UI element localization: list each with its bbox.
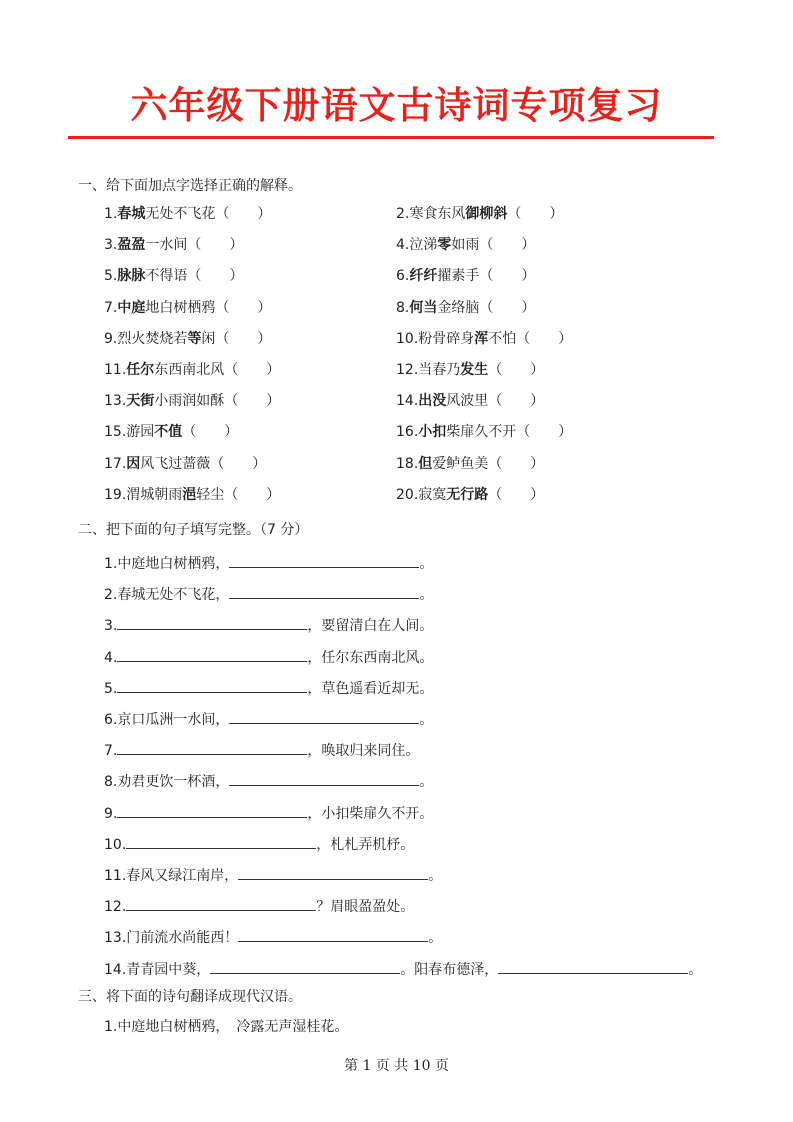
item-text: 7. [104, 743, 118, 760]
item-number: 17. [104, 455, 127, 472]
item-text: 擢素手（ ） [437, 268, 536, 285]
item-text: 当春乃 [418, 362, 461, 378]
item-text: 轻尘（ ） [196, 486, 281, 503]
dotted-word: 但 [418, 455, 433, 472]
fill-blank-item [104, 865, 442, 885]
fill-blank-item [104, 896, 414, 916]
dotted-word: 发生 [460, 362, 489, 378]
item-text: 14.青青园中葵， [104, 961, 211, 978]
dotted-word: 何当 [409, 299, 438, 316]
dotted-word: 脉脉 [117, 268, 146, 285]
item-text: ，唤取归来同住。 [307, 743, 420, 760]
explain-item [396, 361, 544, 379]
explain-item [396, 486, 544, 504]
answer-blank[interactable] [498, 959, 688, 974]
item-number: 19. [104, 486, 127, 503]
item-number: 7. [104, 299, 118, 316]
item-text: 不怕（ ） [488, 330, 573, 347]
explain-item [396, 236, 535, 254]
fill-blank-item [104, 584, 433, 604]
item-text: 10. [104, 836, 127, 853]
explain-item [396, 455, 544, 473]
explain-item [104, 330, 271, 348]
item-text: 风飞过蔷薇（ ） [140, 455, 267, 472]
item-number: 4. [396, 237, 410, 254]
answer-blank[interactable] [126, 834, 316, 849]
answer-blank[interactable] [117, 803, 307, 818]
fill-blank-item [104, 615, 433, 635]
fill-blank-item [104, 959, 702, 979]
page-title: 六年级下册语文古诗词专项复习 [130, 83, 663, 127]
answer-blank[interactable] [117, 740, 307, 755]
item-number: 13. [104, 393, 127, 410]
dotted-word: 因 [126, 455, 141, 472]
dotted-word: 小扣 [418, 424, 447, 441]
dotted-word: 任尔 [126, 362, 155, 378]
item-text: 闲（ ） [201, 330, 272, 347]
explain-item [104, 455, 266, 473]
item-text: ，任尔东西南北风。 [307, 649, 434, 666]
item-text: 12. [104, 899, 127, 916]
item-number: 20. [396, 486, 419, 503]
page-footer: 第 1 页 共 10 页 [344, 1058, 449, 1074]
item-text: 5. [104, 680, 118, 697]
item-text: 泣涕 [409, 237, 438, 254]
section1-heading: 一、给下面加点字选择正确的解释。 [78, 178, 302, 194]
dotted-word: 中庭 [117, 299, 146, 316]
item-number: 18. [396, 455, 419, 472]
item-text: 寂寞 [418, 486, 447, 503]
item-text: ，札札弄机杼。 [316, 836, 415, 853]
fill-blank-item [104, 927, 442, 947]
explain-item [104, 299, 271, 317]
answer-blank[interactable] [238, 927, 428, 942]
answer-blank[interactable] [229, 584, 419, 599]
item-text: （ ） [488, 362, 545, 378]
item-text: 4. [104, 649, 118, 666]
item-text: 烈火焚烧若 [117, 330, 188, 347]
item-number: 10. [396, 330, 419, 347]
answer-blank[interactable] [238, 865, 428, 880]
answer-blank[interactable] [117, 615, 307, 630]
item-number: 8. [396, 299, 410, 316]
item-text: 3. [104, 618, 118, 635]
item-number: 9. [104, 330, 118, 347]
item-number: 5. [104, 268, 118, 285]
item-text: 。 [428, 930, 443, 947]
item-text: ，草色遥看近却无。 [307, 680, 434, 697]
dotted-word: 天街 [126, 393, 155, 410]
dotted-word: 出没 [418, 393, 447, 410]
item-text: 11.春风又绿江南岸， [104, 868, 239, 884]
answer-blank[interactable] [229, 553, 419, 568]
item-number: 6. [396, 268, 410, 285]
fill-blank-item [104, 553, 433, 573]
explain-item [104, 392, 280, 410]
item-text: 13.门前流水尚能西！ [104, 930, 239, 947]
item-number: 11. [104, 362, 127, 378]
item-text: 6.京口瓜洲一水间， [104, 712, 230, 728]
item-text: 地白树栖鸦（ ） [145, 299, 272, 316]
item-text: 1.中庭地白树栖鸦， [104, 556, 230, 572]
item-text: （ ） [488, 486, 545, 503]
item-text: ，小扣柴扉久不开。 [307, 805, 434, 822]
item-text: 。 [419, 556, 434, 572]
dotted-word: 纤纤 [409, 268, 438, 285]
explain-item [396, 299, 535, 317]
item-text: 。阳春布德泽， [400, 961, 499, 978]
fill-blank-item [104, 834, 414, 854]
dotted-word: 浑 [474, 330, 489, 347]
answer-blank[interactable] [229, 771, 419, 786]
explain-item [104, 236, 243, 254]
item-text: （ ） [182, 424, 239, 441]
item-text: 无处不飞花（ ） [145, 206, 272, 222]
item-text: （ ） [507, 206, 564, 222]
item-text: 。 [428, 868, 443, 884]
item-text: ？眉眼盈盈处。 [316, 899, 415, 916]
section2-heading: 二、把下面的句子填写完整。（7 分） [78, 522, 309, 538]
dotted-word: 零 [437, 237, 452, 254]
dotted-word: 浥 [182, 486, 197, 503]
fill-blank-item [104, 771, 433, 791]
translation-item: 1.中庭地白树栖鸦， 冷露无声湿桂花。 [104, 1019, 349, 1035]
explain-item [104, 267, 243, 285]
explain-item [104, 361, 280, 379]
item-number: 3. [104, 237, 118, 254]
title-divider [68, 136, 714, 139]
explain-item [396, 205, 563, 223]
item-text: 金络脑（ ） [437, 299, 536, 316]
fill-blank-item [104, 647, 433, 667]
explain-item [396, 330, 572, 348]
item-text: 寒食东风 [409, 206, 466, 222]
item-number: 1. [104, 206, 118, 222]
answer-blank[interactable] [229, 709, 419, 724]
explain-item [396, 392, 544, 410]
answer-blank[interactable] [117, 678, 307, 693]
answer-blank[interactable] [117, 647, 307, 662]
item-number: 2. [396, 206, 410, 222]
item-text: 2.春城无处不飞花， [104, 587, 230, 604]
item-text: 小雨润如酥（ ） [154, 393, 281, 410]
dotted-word: 春城 [117, 206, 146, 222]
dotted-word: 不值 [154, 424, 183, 441]
fill-blank-item [104, 678, 433, 698]
item-text: 。 [419, 774, 434, 791]
item-text: ，要留清白在人间。 [307, 618, 434, 635]
item-text: 游园 [126, 424, 155, 441]
explain-item [396, 267, 535, 285]
item-number: 15. [104, 424, 127, 441]
item-text: 东西南北风（ ） [154, 362, 281, 378]
item-text: 9. [104, 805, 118, 822]
explain-item [104, 486, 280, 504]
item-number: 12. [396, 362, 419, 378]
answer-blank[interactable] [210, 959, 400, 974]
item-text: 风波里（ ） [446, 393, 545, 410]
fill-blank-item [104, 803, 433, 823]
fill-blank-item [104, 709, 433, 729]
dotted-word: 盈盈 [117, 237, 146, 254]
item-text: 粉骨碎身 [418, 330, 475, 347]
item-text: 。 [419, 587, 434, 604]
item-text: 爱鲈鱼美（ ） [432, 455, 545, 472]
item-number: 14. [396, 393, 419, 410]
item-text: 。 [688, 961, 703, 978]
explain-item [104, 423, 238, 441]
item-text: 不得语（ ） [145, 268, 244, 285]
dotted-word: 等 [187, 330, 202, 347]
explain-item [104, 205, 271, 223]
item-text: 渭城朝雨 [126, 486, 183, 503]
item-text: 8.劝君更饮一杯酒， [104, 774, 230, 791]
fill-blank-item [104, 740, 419, 760]
dotted-word: 无行路 [446, 486, 489, 503]
explain-item [396, 423, 572, 441]
answer-blank[interactable] [126, 896, 316, 911]
item-text: 柴扉久不开（ ） [446, 424, 573, 441]
item-text: 如雨（ ） [451, 237, 536, 254]
item-text: 。 [419, 712, 434, 728]
dotted-word: 御柳斜 [465, 206, 508, 222]
item-text: 一水间（ ） [145, 237, 244, 254]
section3-heading: 三、将下面的诗句翻译成现代汉语。 [78, 989, 302, 1005]
item-number: 16. [396, 424, 419, 441]
